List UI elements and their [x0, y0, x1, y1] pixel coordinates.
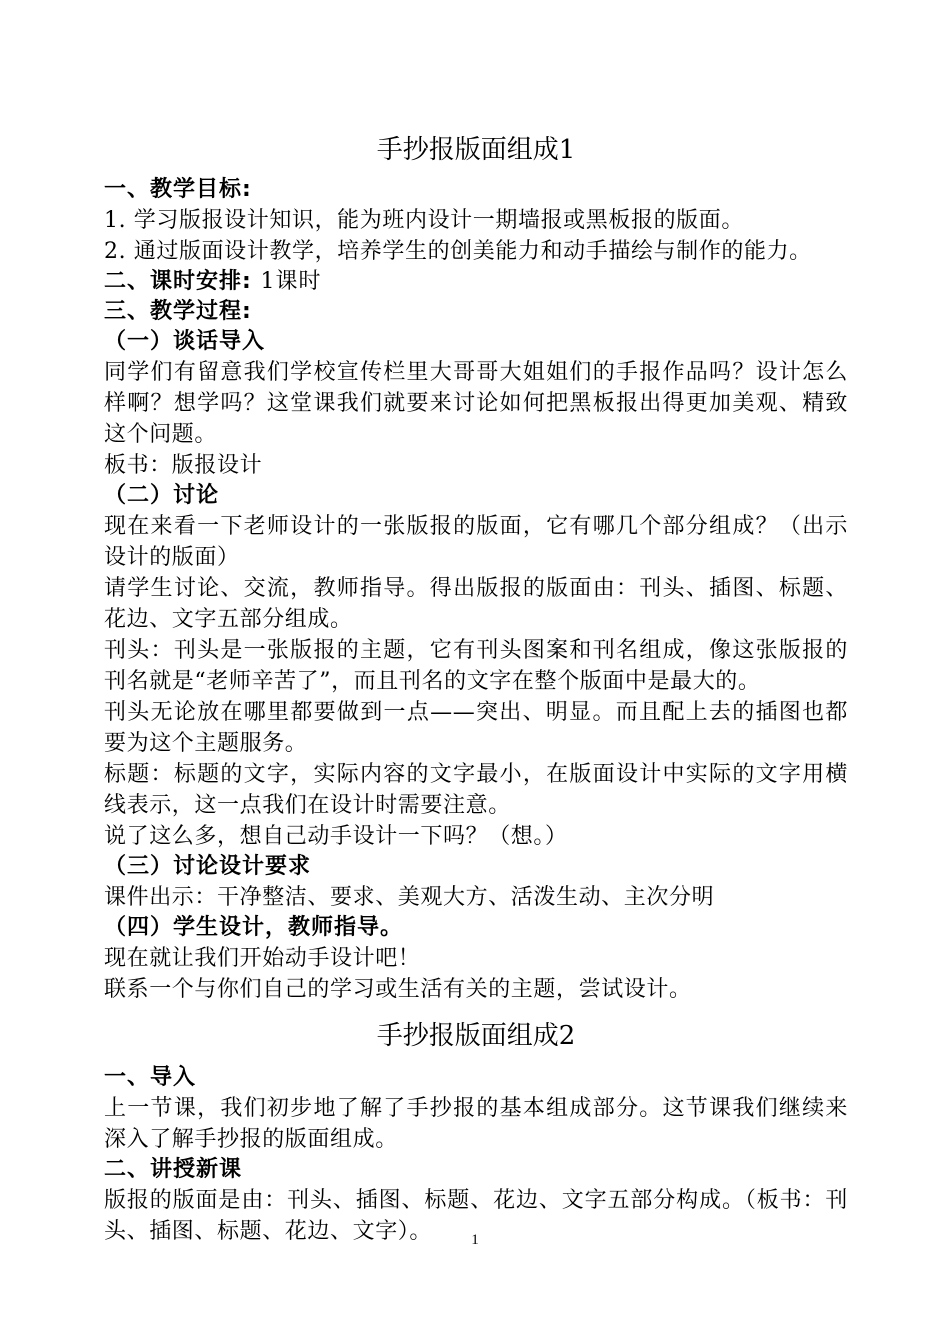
- student-design-paragraph-2: 联系一个与你们自己的学习或生活有关的主题，尝试设计。: [104, 977, 692, 1002]
- schedule-heading: [104, 267, 848, 297]
- requirements-subheading: （三）讨论设计要求: [104, 854, 312, 879]
- document-page: [104, 0, 848, 1247]
- intro-paragraph: 同学们有留意我们学校宣传栏里大哥哥大姐姐们的手报作品吗？设计怎么样啊？想学吗？这堂课我们就要来讨论如何把黑板报出得更加美观、精致这个问题。: [104, 360, 848, 447]
- schedule-label: 二、课时安排:: [104, 269, 252, 294]
- discussion-paragraph-2: 请学生讨论、交流，教师指导。得出版报的版面由：刊头、插图、标题、花边、文字五部分组成。: [104, 576, 848, 632]
- doc1-title: 手抄报版面组成1: [376, 135, 576, 165]
- discussion-paragraph-3: 刊头：刊头是一张版报的主题，它有刊头图案和刊名组成，像这张版报的刊名就是“老师辛苦了”，而且刊名的文字在整个版面中是最大的。: [104, 638, 848, 694]
- requirements-paragraph: 课件出示：干净整洁、要求、美观大方、活泼生动、主次分明: [104, 885, 715, 910]
- page-number: 1: [471, 1232, 479, 1248]
- teaching-goals-heading: 一、教学目标:: [104, 177, 252, 202]
- student-design-subheading: （四）学生设计，教师指导。: [104, 915, 404, 940]
- discussion-subheading: （二）讨论: [104, 483, 220, 508]
- discussion-paragraph-4: 刊头无论放在哪里都要做到一点——突出、明显。而且配上去的插图也都要为这个主题服务。: [104, 700, 848, 756]
- doc2-title: 手抄报版面组成2: [376, 1021, 576, 1051]
- discussion-paragraph-6: 说了这么多，想自己动手设计一下吗？（想。）: [104, 824, 568, 849]
- intro-subheading: （一）谈话导入: [104, 329, 266, 354]
- blackboard-note: 板书：版报设计: [104, 453, 263, 478]
- schedule-value: 1课时: [260, 269, 322, 294]
- doc2-new-lesson-heading: 二、讲授新课: [104, 1157, 243, 1182]
- doc2-new-lesson-paragraph: 版报的版面是由：刊头、插图、标题、花边、文字五部分构成。（板书：刊头、插图、标题、花边、文字）。: [104, 1188, 848, 1244]
- process-heading: 三、教学过程:: [104, 299, 252, 324]
- discussion-paragraph-5: 标题：标题的文字，实际内容的文字最小，在版面设计中实际的文字用横线表示，这一点我们在设计时需要注意。: [104, 762, 848, 818]
- doc2-intro-paragraph: 上一节课，我们初步地了解了手抄报的基本组成部分。这节课我们继续来深入了解手抄报的版面组成。: [104, 1096, 848, 1152]
- doc2-intro-heading: 一、导入: [104, 1065, 197, 1090]
- goal-1: 1. 学习版报设计知识，能为班内设计一期墙报或黑板报的版面。: [104, 208, 744, 233]
- student-design-paragraph-1: 现在就让我们开始动手设计吧！: [104, 946, 421, 971]
- discussion-paragraph-1: 现在来看一下老师设计的一张版报的版面，它有哪几个部分组成？（出示设计的版面）: [104, 514, 848, 570]
- goal-2: 2. 通过版面设计教学，培养学生的创美能力和动手描绘与制作的能力。: [104, 239, 812, 264]
